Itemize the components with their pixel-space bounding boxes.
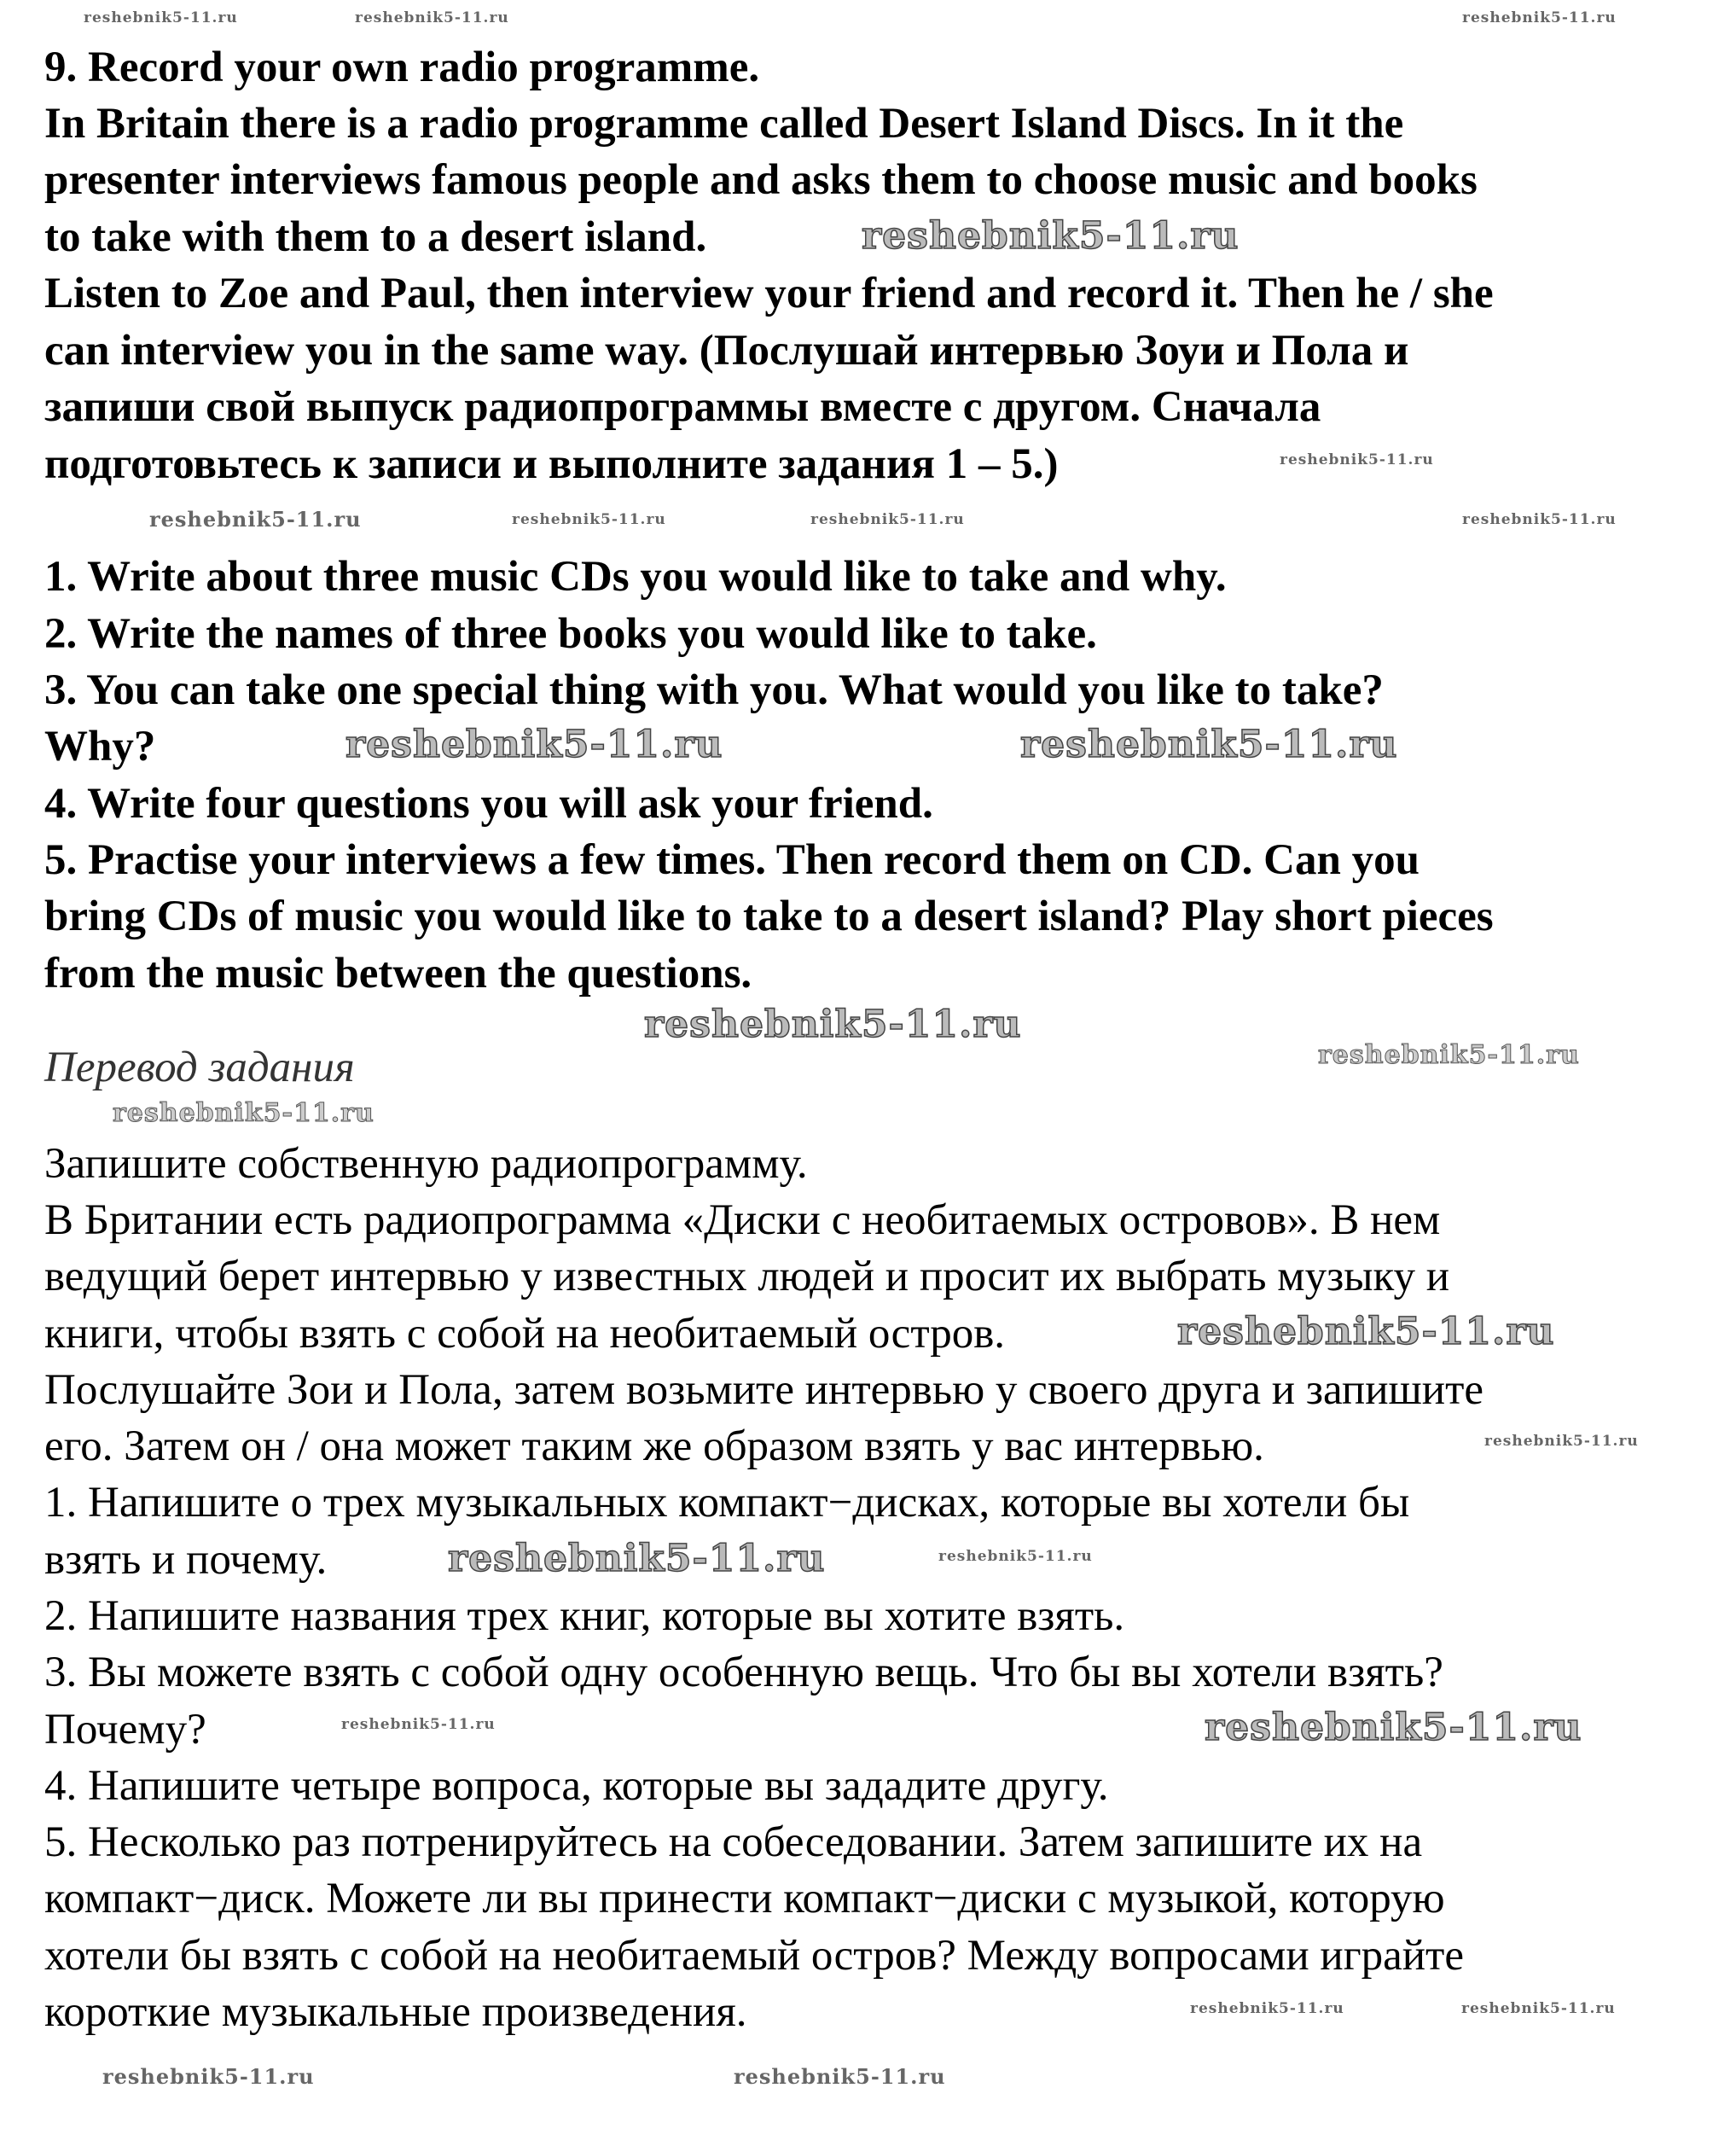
task-item: bring CDs of music you would like to take to a desert island? Play short pieces [44, 893, 1494, 940]
watermark: reshebnik5-11.ru [1020, 723, 1398, 766]
watermark: reshebnik5-11.ru [1484, 1433, 1639, 1450]
translation-line: 5. Несколько раз потренируйтесь на собеседовании. Затем запишите их на [44, 1818, 1423, 1866]
watermark: reshebnik5-11.ru [149, 507, 362, 532]
translation-line: 2. Напишите названия трех книг, которые вы хотите взять. [44, 1592, 1125, 1640]
task-line: can interview you in the same way. (Послушай интервью Зоуи и Пола и [44, 327, 1409, 375]
watermark: reshebnik5-11.ru [341, 1716, 496, 1733]
task-line: запиши свой выпуск радиопрограммы вместе с другом. Сначала [44, 383, 1321, 431]
watermark: reshebnik5-11.ru [810, 511, 965, 528]
translation-heading: Перевод задания [44, 1044, 355, 1091]
task-line: to take with them to a desert island. [44, 213, 707, 261]
watermark: reshebnik5-11.ru [113, 1098, 374, 1128]
watermark: reshebnik5-11.ru [448, 1537, 826, 1580]
task-title: 9. Record your own radio programme. [44, 44, 760, 91]
watermark: reshebnik5-11.ru [84, 9, 238, 26]
task-item: Why? [44, 723, 156, 771]
translation-line: 3. Вы можете взять с собой одну особенную вещь. Что бы вы хотели взять? [44, 1649, 1443, 1696]
task-item: from the music between the questions. [44, 950, 752, 997]
translation-line: книги, чтобы взять с собой на необитаемый остров. [44, 1310, 1006, 1358]
watermark: reshebnik5-11.ru [102, 2064, 315, 2089]
watermark: reshebnik5-11.ru [1190, 2000, 1344, 2017]
translation-line: короткие музыкальные произведения. [44, 1988, 747, 2036]
watermark: reshebnik5-11.ru [938, 1548, 1093, 1565]
task-item: 1. Write about three music CDs you would like to take and why. [44, 553, 1227, 601]
watermark: reshebnik5-11.ru [1205, 1706, 1582, 1749]
watermark: reshebnik5-11.ru [644, 1003, 1022, 1046]
watermark: reshebnik5-11.ru [1461, 2000, 1616, 2017]
translation-line: его. Затем он / она может таким же образом взять у вас интервью. [44, 1422, 1264, 1470]
watermark: reshebnik5-11.ru [355, 9, 509, 26]
translation-line: Почему? [44, 1706, 206, 1754]
translation-line: ведущий берет интервью у известных людей и просит их выбрать музыку и [44, 1253, 1450, 1300]
watermark: reshebnik5-11.ru [1462, 511, 1617, 528]
translation-line: 4. Напишите четыре вопроса, которые вы зададите другу. [44, 1762, 1109, 1810]
translation-line: В Британии есть радиопрограмма «Диски с необитаемых островов». В нем [44, 1196, 1441, 1244]
task-line: presenter interviews famous people and asks them to choose music and books [44, 156, 1478, 204]
task-item: 3. You can take one special thing with you. What would you like to take? [44, 666, 1384, 714]
task-item: 2. Write the names of three books you would like to take. [44, 610, 1097, 658]
watermark: reshebnik5-11.ru [512, 511, 666, 528]
translation-line: Запишите собственную радиопрограмму. [44, 1140, 808, 1188]
watermark: reshebnik5-11.ru [862, 214, 1240, 258]
translation-line: компакт−диск. Можете ли вы принести компакт−диски с музыкой, которую [44, 1875, 1445, 1922]
translation-line: Послушайте Зои и Пола, затем возьмите интервью у своего друга и запишите [44, 1366, 1484, 1414]
task-line: подготовьтесь к записи и выполните задания 1 – 5.) [44, 440, 1059, 488]
watermark: reshebnik5-11.ru [1318, 1040, 1580, 1070]
watermark: reshebnik5-11.ru [1462, 9, 1617, 26]
translation-line: хотели бы взять с собой на необитаемый остров? Между вопросами играйте [44, 1932, 1464, 1980]
task-item: 4. Write four questions you will ask your friend. [44, 780, 933, 828]
translation-line: взять и почему. [44, 1536, 328, 1584]
watermark: reshebnik5-11.ru [734, 2064, 946, 2089]
translation-line: 1. Напишите о трех музыкальных компакт−дисках, которые вы хотели бы [44, 1479, 1410, 1527]
task-item: 5. Practise your interviews a few times. Then record them on CD. Can you [44, 836, 1420, 884]
task-line: In Britain there is a radio programme called Desert Island Discs. In it the [44, 100, 1404, 148]
task-line: Listen to Zoe and Paul, then interview your friend and record it. Then he / she [44, 270, 1494, 317]
watermark: reshebnik5-11.ru [1280, 451, 1434, 468]
watermark: reshebnik5-11.ru [345, 723, 723, 766]
watermark: reshebnik5-11.ru [1177, 1310, 1555, 1353]
